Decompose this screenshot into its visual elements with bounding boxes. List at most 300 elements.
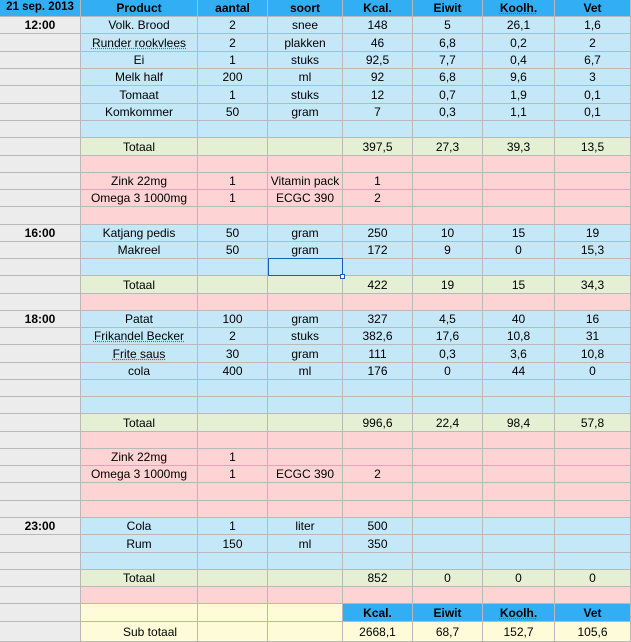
eiwit-cell[interactable] xyxy=(413,363,483,380)
time-cell[interactable] xyxy=(0,345,81,363)
product-cell[interactable] xyxy=(81,397,198,414)
aantal-cell[interactable] xyxy=(198,622,268,642)
time-cell[interactable] xyxy=(0,622,81,642)
aantal-cell[interactable] xyxy=(198,276,268,294)
eiwit-cell[interactable] xyxy=(413,52,483,69)
vet-cell[interactable] xyxy=(555,535,631,553)
aantal-cell[interactable] xyxy=(198,34,268,52)
koolh-cell[interactable] xyxy=(483,17,555,34)
time-cell[interactable] xyxy=(0,466,81,483)
koolh-cell[interactable] xyxy=(483,190,555,207)
time-cell[interactable] xyxy=(0,380,81,397)
kcal-cell[interactable] xyxy=(343,34,413,52)
aantal-cell[interactable] xyxy=(198,86,268,104)
koolh-cell[interactable] xyxy=(483,225,555,242)
eiwit-cell[interactable] xyxy=(413,587,483,604)
vet-cell[interactable] xyxy=(555,380,631,397)
product-cell[interactable] xyxy=(81,294,198,311)
kcal-cell[interactable] xyxy=(343,294,413,311)
soort-cell[interactable] xyxy=(268,311,343,328)
vet-cell[interactable] xyxy=(555,242,631,259)
vet-cell[interactable] xyxy=(555,345,631,363)
soort-cell[interactable] xyxy=(268,34,343,52)
product-cell[interactable] xyxy=(81,69,198,86)
eiwit-cell[interactable] xyxy=(413,173,483,190)
koolh-cell[interactable] xyxy=(483,207,555,225)
eiwit-cell[interactable] xyxy=(413,17,483,34)
eiwit-cell[interactable] xyxy=(413,311,483,328)
aantal-cell[interactable] xyxy=(198,363,268,380)
time-cell[interactable] xyxy=(0,397,81,414)
aantal-cell[interactable] xyxy=(198,311,268,328)
vet-cell[interactable] xyxy=(555,34,631,52)
product-cell[interactable] xyxy=(81,0,198,17)
koolh-cell[interactable] xyxy=(483,622,555,642)
time-cell[interactable] xyxy=(0,173,81,190)
aantal-cell[interactable] xyxy=(198,104,268,121)
vet-cell[interactable] xyxy=(555,311,631,328)
time-cell[interactable] xyxy=(0,276,81,294)
time-cell[interactable] xyxy=(0,414,81,432)
vet-cell[interactable] xyxy=(555,104,631,121)
koolh-cell[interactable] xyxy=(483,69,555,86)
kcal-cell[interactable] xyxy=(343,483,413,501)
aantal-cell[interactable] xyxy=(198,345,268,363)
koolh-cell[interactable] xyxy=(483,104,555,121)
kcal-cell[interactable] xyxy=(343,242,413,259)
time-cell[interactable] xyxy=(0,138,81,156)
aantal-cell[interactable] xyxy=(198,0,268,17)
kcal-cell[interactable] xyxy=(343,466,413,483)
eiwit-cell[interactable] xyxy=(413,622,483,642)
product-cell[interactable] xyxy=(81,535,198,553)
eiwit-cell[interactable] xyxy=(413,449,483,466)
kcal-cell[interactable] xyxy=(343,52,413,69)
product-cell[interactable] xyxy=(81,156,198,173)
kcal-cell[interactable] xyxy=(343,397,413,414)
vet-cell[interactable] xyxy=(555,276,631,294)
eiwit-cell[interactable] xyxy=(413,432,483,449)
product-cell[interactable] xyxy=(81,190,198,207)
eiwit-cell[interactable] xyxy=(413,553,483,570)
time-cell[interactable] xyxy=(0,156,81,173)
kcal-text: Kcal. xyxy=(363,605,392,620)
time-cell[interactable] xyxy=(0,0,81,17)
time-cell[interactable] xyxy=(0,553,81,570)
eiwit-cell[interactable] xyxy=(413,207,483,225)
eiwit-cell[interactable] xyxy=(413,397,483,414)
kcal-cell[interactable] xyxy=(343,311,413,328)
vet-cell[interactable] xyxy=(555,69,631,86)
vet-cell[interactable] xyxy=(555,518,631,535)
koolh-cell[interactable] xyxy=(483,156,555,173)
vet-cell[interactable] xyxy=(555,501,631,518)
kcal-cell[interactable] xyxy=(343,190,413,207)
eiwit-cell[interactable] xyxy=(413,190,483,207)
kcal-cell[interactable] xyxy=(343,156,413,173)
vet-cell[interactable] xyxy=(555,328,631,345)
time-cell[interactable] xyxy=(0,242,81,259)
time-cell[interactable] xyxy=(0,604,81,622)
soort-cell[interactable] xyxy=(268,483,343,501)
soort-cell[interactable] xyxy=(268,104,343,121)
koolh-cell[interactable] xyxy=(483,242,555,259)
time-cell[interactable] xyxy=(0,17,81,34)
eiwit-cell[interactable] xyxy=(413,483,483,501)
eiwit-cell[interactable] xyxy=(413,294,483,311)
time-cell[interactable] xyxy=(0,449,81,466)
eiwit-cell[interactable] xyxy=(413,276,483,294)
eiwit-cell[interactable] xyxy=(413,345,483,363)
time-cell[interactable] xyxy=(0,535,81,553)
eiwit-cell[interactable] xyxy=(413,242,483,259)
vet-cell[interactable] xyxy=(555,225,631,242)
koolh-cell[interactable] xyxy=(483,501,555,518)
time-cell[interactable] xyxy=(0,570,81,587)
soort-cell[interactable] xyxy=(268,69,343,86)
aantal-cell[interactable] xyxy=(198,156,268,173)
selected-cell[interactable] xyxy=(268,258,343,276)
kcal-cell[interactable] xyxy=(343,138,413,156)
product-cell[interactable] xyxy=(81,17,198,34)
koolh-cell[interactable] xyxy=(483,570,555,587)
kcal-cell[interactable] xyxy=(343,622,413,642)
vet-cell[interactable] xyxy=(555,207,631,225)
time-cell[interactable] xyxy=(0,190,81,207)
kcal-cell[interactable] xyxy=(343,570,413,587)
vet-cell[interactable] xyxy=(555,156,631,173)
kcal-cell[interactable] xyxy=(343,121,413,138)
koolh-cell[interactable] xyxy=(483,397,555,414)
eiwit-cell[interactable] xyxy=(413,518,483,535)
soort-cell[interactable] xyxy=(268,138,343,156)
vet-cell[interactable] xyxy=(555,294,631,311)
aantal-cell[interactable] xyxy=(198,535,268,553)
kcal-cell[interactable] xyxy=(343,604,413,622)
aantal-cell[interactable] xyxy=(198,190,268,207)
fill-handle[interactable] xyxy=(340,274,345,279)
product-cell[interactable] xyxy=(81,570,198,587)
soort-cell[interactable] xyxy=(268,17,343,34)
koolh-cell[interactable] xyxy=(483,294,555,311)
koolh-cell[interactable] xyxy=(483,587,555,604)
aantal-cell[interactable] xyxy=(198,121,268,138)
product-cell[interactable] xyxy=(81,622,198,642)
soort-cell[interactable] xyxy=(268,397,343,414)
time-cell[interactable] xyxy=(0,259,81,276)
time-cell[interactable] xyxy=(0,587,81,604)
vet-cell[interactable] xyxy=(555,483,631,501)
soort-cell[interactable] xyxy=(268,328,343,345)
vet-cell[interactable] xyxy=(555,52,631,69)
aantal-cell[interactable] xyxy=(198,397,268,414)
product-cell[interactable] xyxy=(81,52,198,69)
time-cell[interactable] xyxy=(0,86,81,104)
koolh-cell[interactable] xyxy=(483,345,555,363)
time-cell[interactable] xyxy=(0,363,81,380)
vet-cell[interactable] xyxy=(555,587,631,604)
vet-cell[interactable] xyxy=(555,570,631,587)
koolh-cell[interactable] xyxy=(483,432,555,449)
koolh-cell[interactable] xyxy=(483,276,555,294)
vet-cell[interactable] xyxy=(555,397,631,414)
eiwit-cell[interactable] xyxy=(413,380,483,397)
kcal-text: 397,5 xyxy=(362,139,393,154)
aantal-cell[interactable] xyxy=(198,414,268,432)
eiwit-cell[interactable] xyxy=(413,259,483,276)
product-cell[interactable] xyxy=(81,345,198,363)
product-cell[interactable] xyxy=(81,466,198,483)
koolh-cell[interactable] xyxy=(483,483,555,501)
koolh-cell[interactable] xyxy=(483,86,555,104)
koolh-cell[interactable] xyxy=(483,0,555,17)
eiwit-cell[interactable] xyxy=(413,69,483,86)
product-cell[interactable] xyxy=(81,553,198,570)
time-cell[interactable] xyxy=(0,518,81,535)
eiwit-cell[interactable] xyxy=(413,570,483,587)
product-cell[interactable] xyxy=(81,483,198,501)
kcal-cell[interactable] xyxy=(343,104,413,121)
product-cell[interactable] xyxy=(81,501,198,518)
time-cell[interactable] xyxy=(0,311,81,328)
koolh-cell[interactable] xyxy=(483,259,555,276)
kcal-cell[interactable] xyxy=(343,86,413,104)
time-cell[interactable] xyxy=(0,432,81,449)
koolh-cell[interactable] xyxy=(483,173,555,190)
koolh-cell[interactable] xyxy=(483,380,555,397)
vet-cell[interactable] xyxy=(555,259,631,276)
eiwit-cell[interactable] xyxy=(413,86,483,104)
eiwit-cell[interactable] xyxy=(413,0,483,17)
vet-cell[interactable] xyxy=(555,17,631,34)
kcal-cell[interactable] xyxy=(343,553,413,570)
product-cell[interactable] xyxy=(81,328,198,345)
time-cell[interactable] xyxy=(0,501,81,518)
aantal-cell[interactable] xyxy=(198,138,268,156)
product-cell[interactable] xyxy=(81,138,198,156)
vet-cell[interactable] xyxy=(555,0,631,17)
soort-cell[interactable] xyxy=(268,587,343,604)
kcal-cell[interactable] xyxy=(343,259,413,276)
eiwit-cell[interactable] xyxy=(413,604,483,622)
soort-cell[interactable] xyxy=(268,570,343,587)
soort-cell[interactable] xyxy=(268,535,343,553)
aantal-cell[interactable] xyxy=(198,570,268,587)
time-cell[interactable] xyxy=(0,121,81,138)
kcal-cell[interactable] xyxy=(343,518,413,535)
table-row xyxy=(0,483,631,501)
soort-cell[interactable] xyxy=(268,380,343,397)
vet-cell[interactable] xyxy=(555,466,631,483)
eiwit-cell[interactable] xyxy=(413,466,483,483)
kcal-cell[interactable] xyxy=(343,69,413,86)
product-cell[interactable] xyxy=(81,276,198,294)
koolh-cell[interactable] xyxy=(483,34,555,52)
vet-cell[interactable] xyxy=(555,138,631,156)
koolh-cell[interactable] xyxy=(483,535,555,553)
koolh-cell[interactable] xyxy=(483,311,555,328)
eiwit-cell[interactable] xyxy=(413,156,483,173)
product-cell[interactable] xyxy=(81,587,198,604)
aantal-cell[interactable] xyxy=(198,553,268,570)
soort-cell[interactable] xyxy=(268,449,343,466)
aantal-cell[interactable] xyxy=(198,207,268,225)
eiwit-cell[interactable] xyxy=(413,501,483,518)
kcal-cell[interactable] xyxy=(343,363,413,380)
vet-cell[interactable] xyxy=(555,363,631,380)
product-cell[interactable] xyxy=(81,414,198,432)
eiwit-cell[interactable] xyxy=(413,414,483,432)
aantal-cell[interactable] xyxy=(198,294,268,311)
koolh-cell[interactable] xyxy=(483,449,555,466)
koolh-cell[interactable] xyxy=(483,518,555,535)
vet-cell[interactable] xyxy=(555,173,631,190)
koolh-cell[interactable] xyxy=(483,52,555,69)
soort-cell[interactable] xyxy=(268,622,343,642)
soort-cell[interactable] xyxy=(268,294,343,311)
aantal-cell[interactable] xyxy=(198,518,268,535)
vet-cell[interactable] xyxy=(555,553,631,570)
eiwit-cell[interactable] xyxy=(413,535,483,553)
product-cell[interactable] xyxy=(81,311,198,328)
soort-cell[interactable] xyxy=(268,276,343,294)
aantal-cell[interactable] xyxy=(198,587,268,604)
vet-cell[interactable] xyxy=(555,622,631,642)
eiwit-cell[interactable] xyxy=(413,328,483,345)
kcal-cell[interactable] xyxy=(343,0,413,17)
kcal-cell[interactable] xyxy=(343,432,413,449)
time-cell[interactable] xyxy=(0,225,81,242)
kcal-cell[interactable] xyxy=(343,449,413,466)
soort-cell[interactable] xyxy=(268,86,343,104)
product-cell[interactable] xyxy=(81,225,198,242)
time-cell[interactable] xyxy=(0,328,81,345)
aantal-cell[interactable] xyxy=(198,501,268,518)
soort-cell[interactable] xyxy=(268,414,343,432)
product-cell[interactable] xyxy=(81,121,198,138)
koolh-cell[interactable] xyxy=(483,138,555,156)
soort-cell[interactable] xyxy=(268,0,343,17)
kcal-cell[interactable] xyxy=(343,173,413,190)
vet-cell[interactable] xyxy=(555,432,631,449)
soort-cell[interactable] xyxy=(268,225,343,242)
soort-cell[interactable] xyxy=(268,553,343,570)
product-cell[interactable] xyxy=(81,604,198,622)
product-cell[interactable] xyxy=(81,242,198,259)
product-cell[interactable] xyxy=(81,86,198,104)
eiwit-cell[interactable] xyxy=(413,34,483,52)
aantal-cell[interactable] xyxy=(198,449,268,466)
aantal-cell[interactable] xyxy=(198,225,268,242)
aantal-cell[interactable] xyxy=(198,466,268,483)
aantal-cell[interactable] xyxy=(198,483,268,501)
eiwit-cell[interactable] xyxy=(413,121,483,138)
aantal-cell[interactable] xyxy=(198,242,268,259)
kcal-cell[interactable] xyxy=(343,328,413,345)
soort-cell[interactable] xyxy=(268,242,343,259)
product-cell[interactable] xyxy=(81,363,198,380)
product-cell[interactable] xyxy=(81,449,198,466)
kcal-cell[interactable] xyxy=(343,535,413,553)
product-cell[interactable] xyxy=(81,380,198,397)
kcal-cell[interactable] xyxy=(343,587,413,604)
kcal-cell[interactable] xyxy=(343,225,413,242)
soort-cell[interactable] xyxy=(268,121,343,138)
time-cell[interactable] xyxy=(0,207,81,225)
product-cell[interactable] xyxy=(81,173,198,190)
aantal-cell[interactable] xyxy=(198,380,268,397)
aantal-cell[interactable] xyxy=(198,52,268,69)
vet-cell[interactable] xyxy=(555,121,631,138)
soort-cell[interactable] xyxy=(268,466,343,483)
kcal-cell[interactable] xyxy=(343,17,413,34)
kcal-cell[interactable] xyxy=(343,414,413,432)
kcal-cell[interactable] xyxy=(343,345,413,363)
soort-cell[interactable] xyxy=(268,604,343,622)
product-cell[interactable] xyxy=(81,259,198,276)
eiwit-cell[interactable] xyxy=(413,138,483,156)
time-cell[interactable] xyxy=(0,52,81,69)
aantal-cell[interactable] xyxy=(198,69,268,86)
product-cell[interactable] xyxy=(81,34,198,52)
vet-cell[interactable] xyxy=(555,604,631,622)
soort-cell[interactable] xyxy=(268,518,343,535)
koolh-cell[interactable] xyxy=(483,414,555,432)
product-cell[interactable] xyxy=(81,518,198,535)
product-cell[interactable] xyxy=(81,207,198,225)
koolh-cell[interactable] xyxy=(483,121,555,138)
vet-cell[interactable] xyxy=(555,86,631,104)
eiwit-cell[interactable] xyxy=(413,104,483,121)
aantal-cell[interactable] xyxy=(198,173,268,190)
soort-cell[interactable] xyxy=(268,156,343,173)
aantal-cell[interactable] xyxy=(198,328,268,345)
soort-cell[interactable] xyxy=(268,363,343,380)
time-cell[interactable] xyxy=(0,34,81,52)
time-cell[interactable] xyxy=(0,294,81,311)
koolh-cell[interactable] xyxy=(483,363,555,380)
koolh-cell[interactable] xyxy=(483,553,555,570)
koolh-cell[interactable] xyxy=(483,328,555,345)
kcal-cell[interactable] xyxy=(343,276,413,294)
kcal-cell[interactable] xyxy=(343,207,413,225)
koolh-cell[interactable] xyxy=(483,466,555,483)
soort-cell[interactable] xyxy=(268,432,343,449)
vet-cell[interactable] xyxy=(555,414,631,432)
product-cell[interactable] xyxy=(81,432,198,449)
time-cell[interactable] xyxy=(0,104,81,121)
time-cell[interactable] xyxy=(0,69,81,86)
aantal-cell[interactable] xyxy=(198,432,268,449)
aantal-cell[interactable] xyxy=(198,604,268,622)
soort-cell[interactable] xyxy=(268,173,343,190)
soort-cell[interactable] xyxy=(268,52,343,69)
time-cell[interactable] xyxy=(0,483,81,501)
soort-cell[interactable] xyxy=(268,207,343,225)
vet-cell[interactable] xyxy=(555,449,631,466)
product-cell[interactable] xyxy=(81,104,198,121)
eiwit-cell[interactable] xyxy=(413,225,483,242)
koolh-cell[interactable] xyxy=(483,604,555,622)
soort-cell[interactable] xyxy=(268,190,343,207)
kcal-cell[interactable] xyxy=(343,380,413,397)
aantal-cell[interactable] xyxy=(198,259,268,276)
vet-cell[interactable] xyxy=(555,190,631,207)
soort-cell[interactable] xyxy=(268,501,343,518)
soort-cell[interactable] xyxy=(268,345,343,363)
kcal-cell[interactable] xyxy=(343,501,413,518)
aantal-cell[interactable] xyxy=(198,17,268,34)
